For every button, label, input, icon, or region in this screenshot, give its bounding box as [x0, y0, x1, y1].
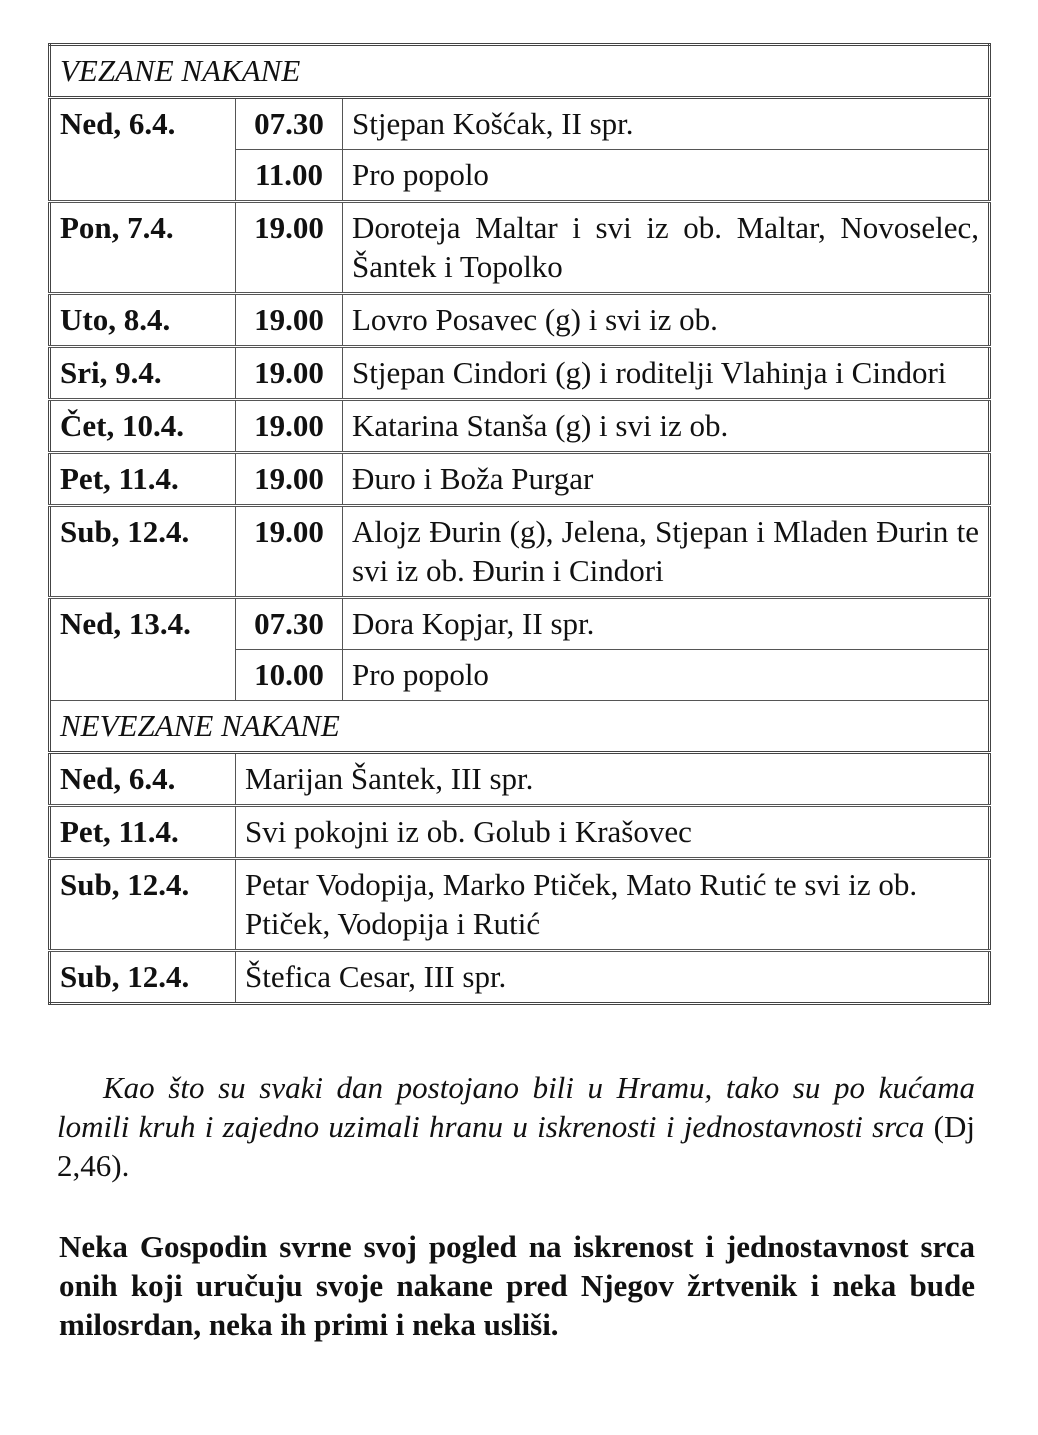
time-cell: 19.00 — [236, 347, 343, 400]
table-row — [50, 753, 990, 806]
intention-cell: Alojz Đurin (g), Jelena, Stjepan i Mladen Đurin te svi iz ob. Đurin i Cindori — [343, 506, 990, 598]
table-row — [50, 806, 990, 859]
intention-cell: Pro popolo — [343, 150, 990, 202]
intention-cell: Stjepan Košćak, II spr. — [343, 98, 990, 150]
day-cell: Uto, 8.4. — [50, 294, 236, 347]
day-cell: Sub, 12.4. — [50, 506, 236, 598]
section-heading-unbound: NEVEZANE NAKANE — [50, 701, 990, 753]
intention-cell: Petar Vodopija, Marko Ptiček, Mato Rutić te svi iz ob. Ptiček, Vodopija i Rutić — [236, 859, 990, 951]
intention-cell: Pro popolo — [343, 650, 990, 701]
section-header-row — [50, 701, 990, 753]
mass-intentions-table — [48, 43, 991, 1005]
table-row — [50, 400, 990, 453]
table-row — [50, 951, 990, 1004]
section-header-row — [50, 45, 990, 98]
table-row — [50, 347, 990, 400]
intention-cell: Doroteja Maltar i svi iz ob. Maltar, Novoselec, Šantek i Topolko — [343, 202, 990, 294]
table-row — [50, 598, 990, 650]
closing-prayer: Neka Gospodin svrne svoj pogled na iskrenost i jednostavnost srca onih koji uručuju svoje nakane pred Njegov žrtvenik i neka bude milosrdan, neka ih primi i neka usliši. — [59, 1229, 975, 1342]
intention-cell: Svi pokojni iz ob. Golub i Krašovec — [236, 806, 990, 859]
day-cell: Ned, 13.4. — [50, 598, 236, 701]
table-row — [50, 453, 990, 506]
time-cell: 19.00 — [236, 506, 343, 598]
quote-text: Kao što su svaki dan postojano bili u Hramu, tako su po kućama lomili kruh i zajedno uzimali hranu u iskrenosti i jednostavnosti srca — [57, 1070, 975, 1144]
intention-cell: Stjepan Cindori (g) i roditelji Vlahinja i Cindori — [343, 347, 990, 400]
time-cell: 19.00 — [236, 400, 343, 453]
table-row — [50, 98, 990, 150]
intention-cell: Dora Kopjar, II spr. — [343, 598, 990, 650]
scripture-quote — [57, 1068, 975, 1185]
day-cell: Pet, 11.4. — [50, 453, 236, 506]
intention-cell: Katarina Stanša (g) i svi iz ob. — [343, 400, 990, 453]
table-row — [50, 859, 990, 951]
time-cell: 19.00 — [236, 294, 343, 347]
table-row — [50, 506, 990, 598]
intention-cell: Đuro i Boža Purgar — [343, 453, 990, 506]
intention-cell: Štefica Cesar, III spr. — [236, 951, 990, 1004]
intention-cell: Marijan Šantek, III spr. — [236, 753, 990, 806]
day-cell: Ned, 6.4. — [50, 753, 236, 806]
table-row — [50, 202, 990, 294]
time-cell: 07.30 — [236, 98, 343, 150]
time-cell: 07.30 — [236, 598, 343, 650]
table-row — [50, 294, 990, 347]
section-heading-bound: VEZANE NAKANE — [50, 45, 990, 98]
time-cell: 10.00 — [236, 650, 343, 701]
time-cell: 19.00 — [236, 202, 343, 294]
day-cell: Pon, 7.4. — [50, 202, 236, 294]
intention-cell: Lovro Posavec (g) i svi iz ob. — [343, 294, 990, 347]
time-cell: 19.00 — [236, 453, 343, 506]
day-cell: Sub, 12.4. — [50, 859, 236, 951]
day-cell: Čet, 10.4. — [50, 400, 236, 453]
day-cell: Ned, 6.4. — [50, 98, 236, 202]
day-cell: Sri, 9.4. — [50, 347, 236, 400]
quote-reference: (Dj 2,46). — [57, 1109, 975, 1183]
time-cell: 11.00 — [236, 150, 343, 202]
day-cell: Sub, 12.4. — [50, 951, 236, 1004]
day-cell: Pet, 11.4. — [50, 806, 236, 859]
